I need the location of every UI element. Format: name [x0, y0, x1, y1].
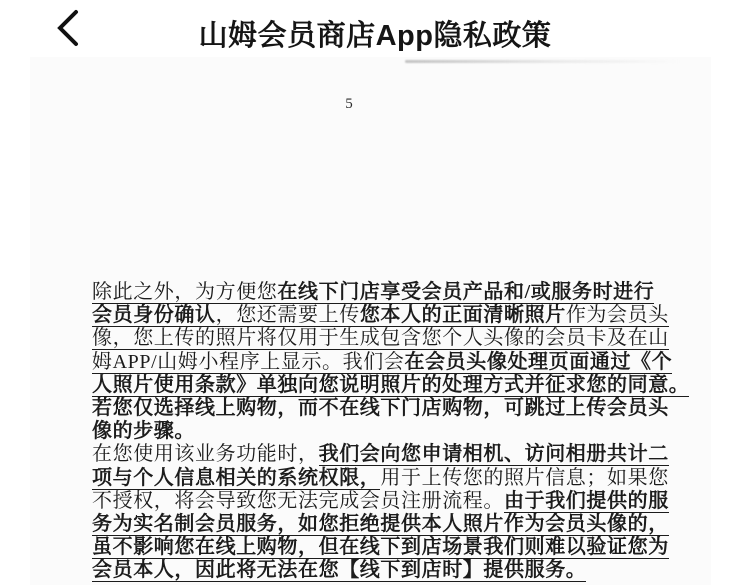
text-segment: 由于我们提供的服	[504, 489, 669, 512]
text-segment: 虽不影响您在线上购物，但在线下到店场景我们则难以验证您为	[92, 536, 669, 559]
policy-text-line	[92, 467, 692, 490]
policy-text-line	[92, 443, 692, 466]
policy-text-line	[92, 397, 692, 420]
text-segment: 用于上传您的照片信息；如果您	[380, 466, 669, 489]
policy-text-line	[92, 304, 692, 327]
text-segment: 在您使用该业务功能时，	[92, 443, 319, 466]
text-segment: 若您仅选择线上购物，而不在线下门店购物，可跳过上传会员头	[92, 396, 669, 419]
policy-text-line	[92, 490, 692, 513]
page-number: 5	[345, 96, 353, 112]
text-segment: 务为实名制会员服务，如您拒绝提供本人照片作为会员头像的，	[92, 512, 669, 535]
chevron-left-icon	[55, 9, 81, 47]
policy-text-line	[92, 513, 692, 536]
policy-text-line	[92, 536, 692, 559]
text-segment: 除此之外，为方便您	[92, 281, 278, 303]
text-segment: 像，您上传的照片将仅用于生成包含您个人头像的会员卡及在山	[92, 327, 669, 350]
policy-text-line	[92, 559, 692, 582]
document-page	[30, 57, 711, 585]
text-segment: 不授权，将会导致您无法完成会员注册流程。	[92, 489, 504, 512]
text-segment: 项与个人信息相关的系统权限，	[92, 466, 381, 489]
text-segment: 我们会向您申请相机、访问相册共计二	[318, 443, 669, 466]
policy-text-line	[92, 281, 692, 304]
text-segment: 作为会员头	[565, 304, 669, 327]
scan-edge-artifact	[405, 60, 695, 63]
policy-text-line	[92, 351, 692, 374]
text-segment: 您本人的正面清晰照片	[359, 304, 566, 327]
policy-text-line	[92, 420, 692, 443]
page-title: 山姆会员商店App隐私政策	[198, 20, 552, 52]
policy-text-line	[92, 327, 692, 350]
text-segment: 姆APP/山姆小程序上显示。我们会	[92, 350, 405, 373]
text-segment: 会员身份确认	[92, 304, 216, 327]
text-segment: 在会员头像处理页面通过《个	[404, 350, 673, 373]
navigation-bar	[0, 0, 750, 58]
text-segment: ，您还需要上传	[215, 304, 360, 327]
text-segment: 像的步骤。	[92, 420, 195, 443]
policy-text	[92, 281, 692, 582]
text-segment: 会员本人，因此将无法在您【线下到店时】提供服务。	[92, 559, 587, 582]
back-button[interactable]	[50, 8, 86, 50]
policy-text-line	[92, 374, 692, 397]
text-segment: 人照片使用条款》单独向您说明照片的处理方式并征求您的同意。	[92, 373, 690, 396]
text-segment: 在线下门店享受会员产品和/或服务时进行	[277, 281, 655, 303]
